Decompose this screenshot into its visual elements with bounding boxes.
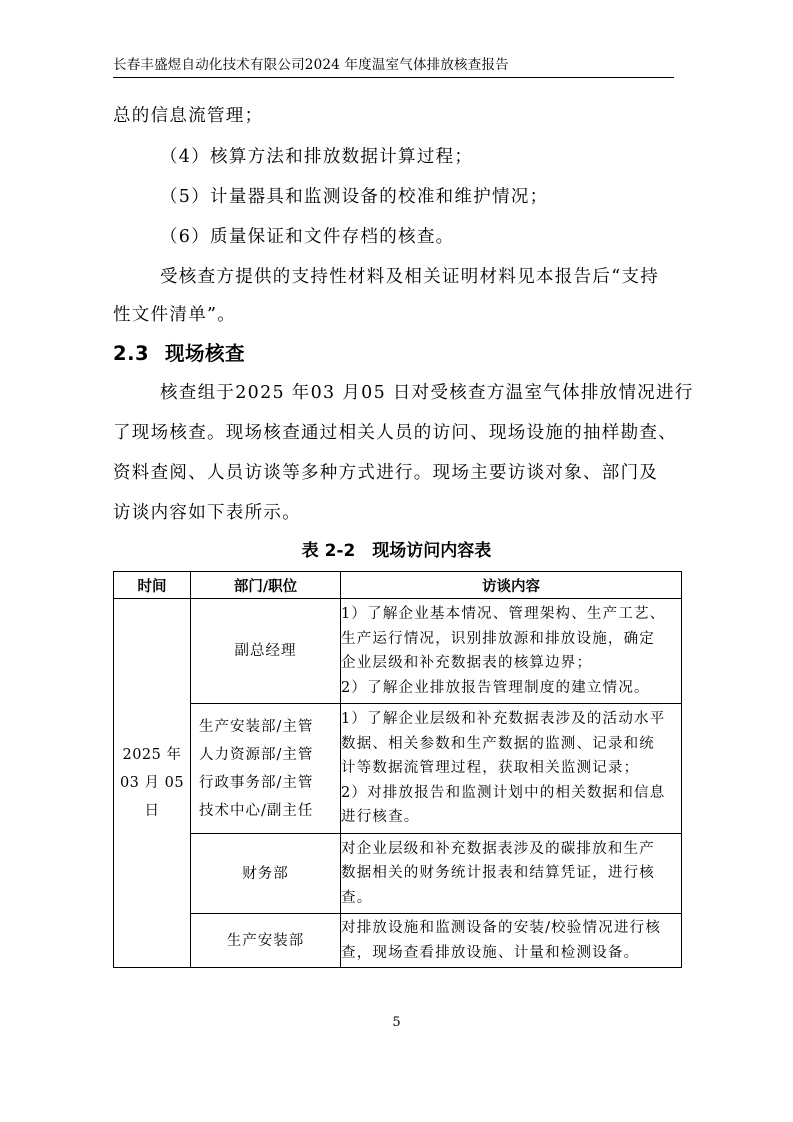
list-item-6: （6）质量保证和文件存档的核查。 [160, 227, 455, 247]
date-line: 2025 年 [122, 747, 182, 763]
table-row [114, 914, 682, 968]
header-divider [113, 77, 674, 78]
paragraph-onsite-line-2: 了现场核查。现场核查通过相关人员的访问、现场设施的抽样勘查、 [113, 423, 677, 443]
dept-cell [191, 914, 341, 968]
table-row [114, 834, 682, 914]
paragraph-support-line-1: 受核查方提供的支持性材料及相关证明材料见本报告后“支持 [160, 267, 660, 287]
date-line: 03 月 05 [119, 775, 185, 791]
content-line: 计等数据流管理过程，获取相关监测记录； [341, 760, 640, 777]
paragraph-onsite-line-4: 访谈内容如下表所示。 [113, 503, 301, 523]
header-dept: 部门/职位 [191, 572, 341, 599]
list-item-5: （5）计量器具和监测设备的校准和维护情况； [160, 187, 549, 207]
page-number: 5 [392, 1015, 401, 1030]
table-header-row [114, 572, 682, 599]
dept-line: 副总经理 [234, 643, 297, 659]
paragraph-onsite-line-3: 资料查阅、人员访谈等多种方式进行。现场主要访谈对象、部门及 [113, 463, 659, 483]
content-line: 查。 [341, 889, 373, 906]
content-cell [341, 704, 682, 834]
content-cell [341, 914, 682, 968]
paragraph-continuation: 总的信息流管理； [113, 106, 264, 126]
table-caption: 表 2-2 现场访问内容表 [301, 541, 492, 561]
content-line: 2）了解企业排放报告管理制度的建立情况。 [341, 679, 650, 696]
running-header: 长春丰盛煜自动化技术有限公司2024 年度温室气体排放核查报告 [113, 57, 509, 73]
section-number: 2.3 [113, 342, 150, 365]
dept-line: 财务部 [242, 865, 289, 882]
content-line: 数据、相关参数和生产数据的监测、记录和统 [341, 735, 655, 752]
content-line: 企业层级和补充数据表的核算边界； [341, 655, 593, 671]
content-line: 对企业层级和补充数据表涉及的碳排放和生产 [341, 840, 655, 857]
table-row [114, 704, 682, 834]
content-line: 进行核查。 [341, 809, 420, 826]
content-line: 1）了解企业基本情况、管理架构、生产工艺、 [341, 606, 666, 622]
dept-line: 生产安装部/主管 [199, 718, 314, 735]
list-item-4: （4）核算方法和排放数据计算过程； [160, 147, 474, 167]
interview-table [113, 571, 682, 968]
content-cell [341, 599, 682, 704]
dept-line: 人力资源部/主管 [199, 746, 314, 763]
dept-cell [191, 834, 341, 914]
content-line: 数据相关的财务统计报表和结算凭证，进行核 [341, 865, 655, 882]
content-line: 生产运行情况，识别排放源和排放设施，确定 [341, 630, 655, 647]
content-line: 查，现场查看排放设施、计量和检测设备。 [341, 944, 640, 961]
header-content: 访谈内容 [341, 572, 682, 599]
dept-cell [191, 704, 341, 834]
content-cell [341, 834, 682, 914]
content-line: 对排放设施和监测设备的安装/校验情况进行核 [341, 920, 662, 936]
dept-line: 行政事务部/主管 [199, 774, 314, 791]
date-cell [114, 599, 191, 968]
table-row [114, 599, 682, 704]
dept-line: 技术中心/副主任 [199, 802, 314, 819]
dept-line: 生产安装部 [226, 932, 305, 949]
paragraph-support-line-2: 性文件清单”。 [113, 305, 237, 325]
section-title: 现场核查 [165, 342, 246, 365]
paragraph-onsite-line-1: 核查组于2025 年03 月05 日对受核查方温室气体排放情况进行 [160, 383, 694, 403]
dept-cell [191, 599, 341, 704]
header-time: 时间 [114, 572, 191, 599]
content-line: 1）了解企业层级和补充数据表涉及的活动水平 [341, 711, 666, 728]
date-line: 日 [144, 803, 160, 819]
section-heading [113, 339, 245, 369]
content-line: 2）对排放报告和监测计划中的相关数据和信息 [341, 784, 666, 801]
